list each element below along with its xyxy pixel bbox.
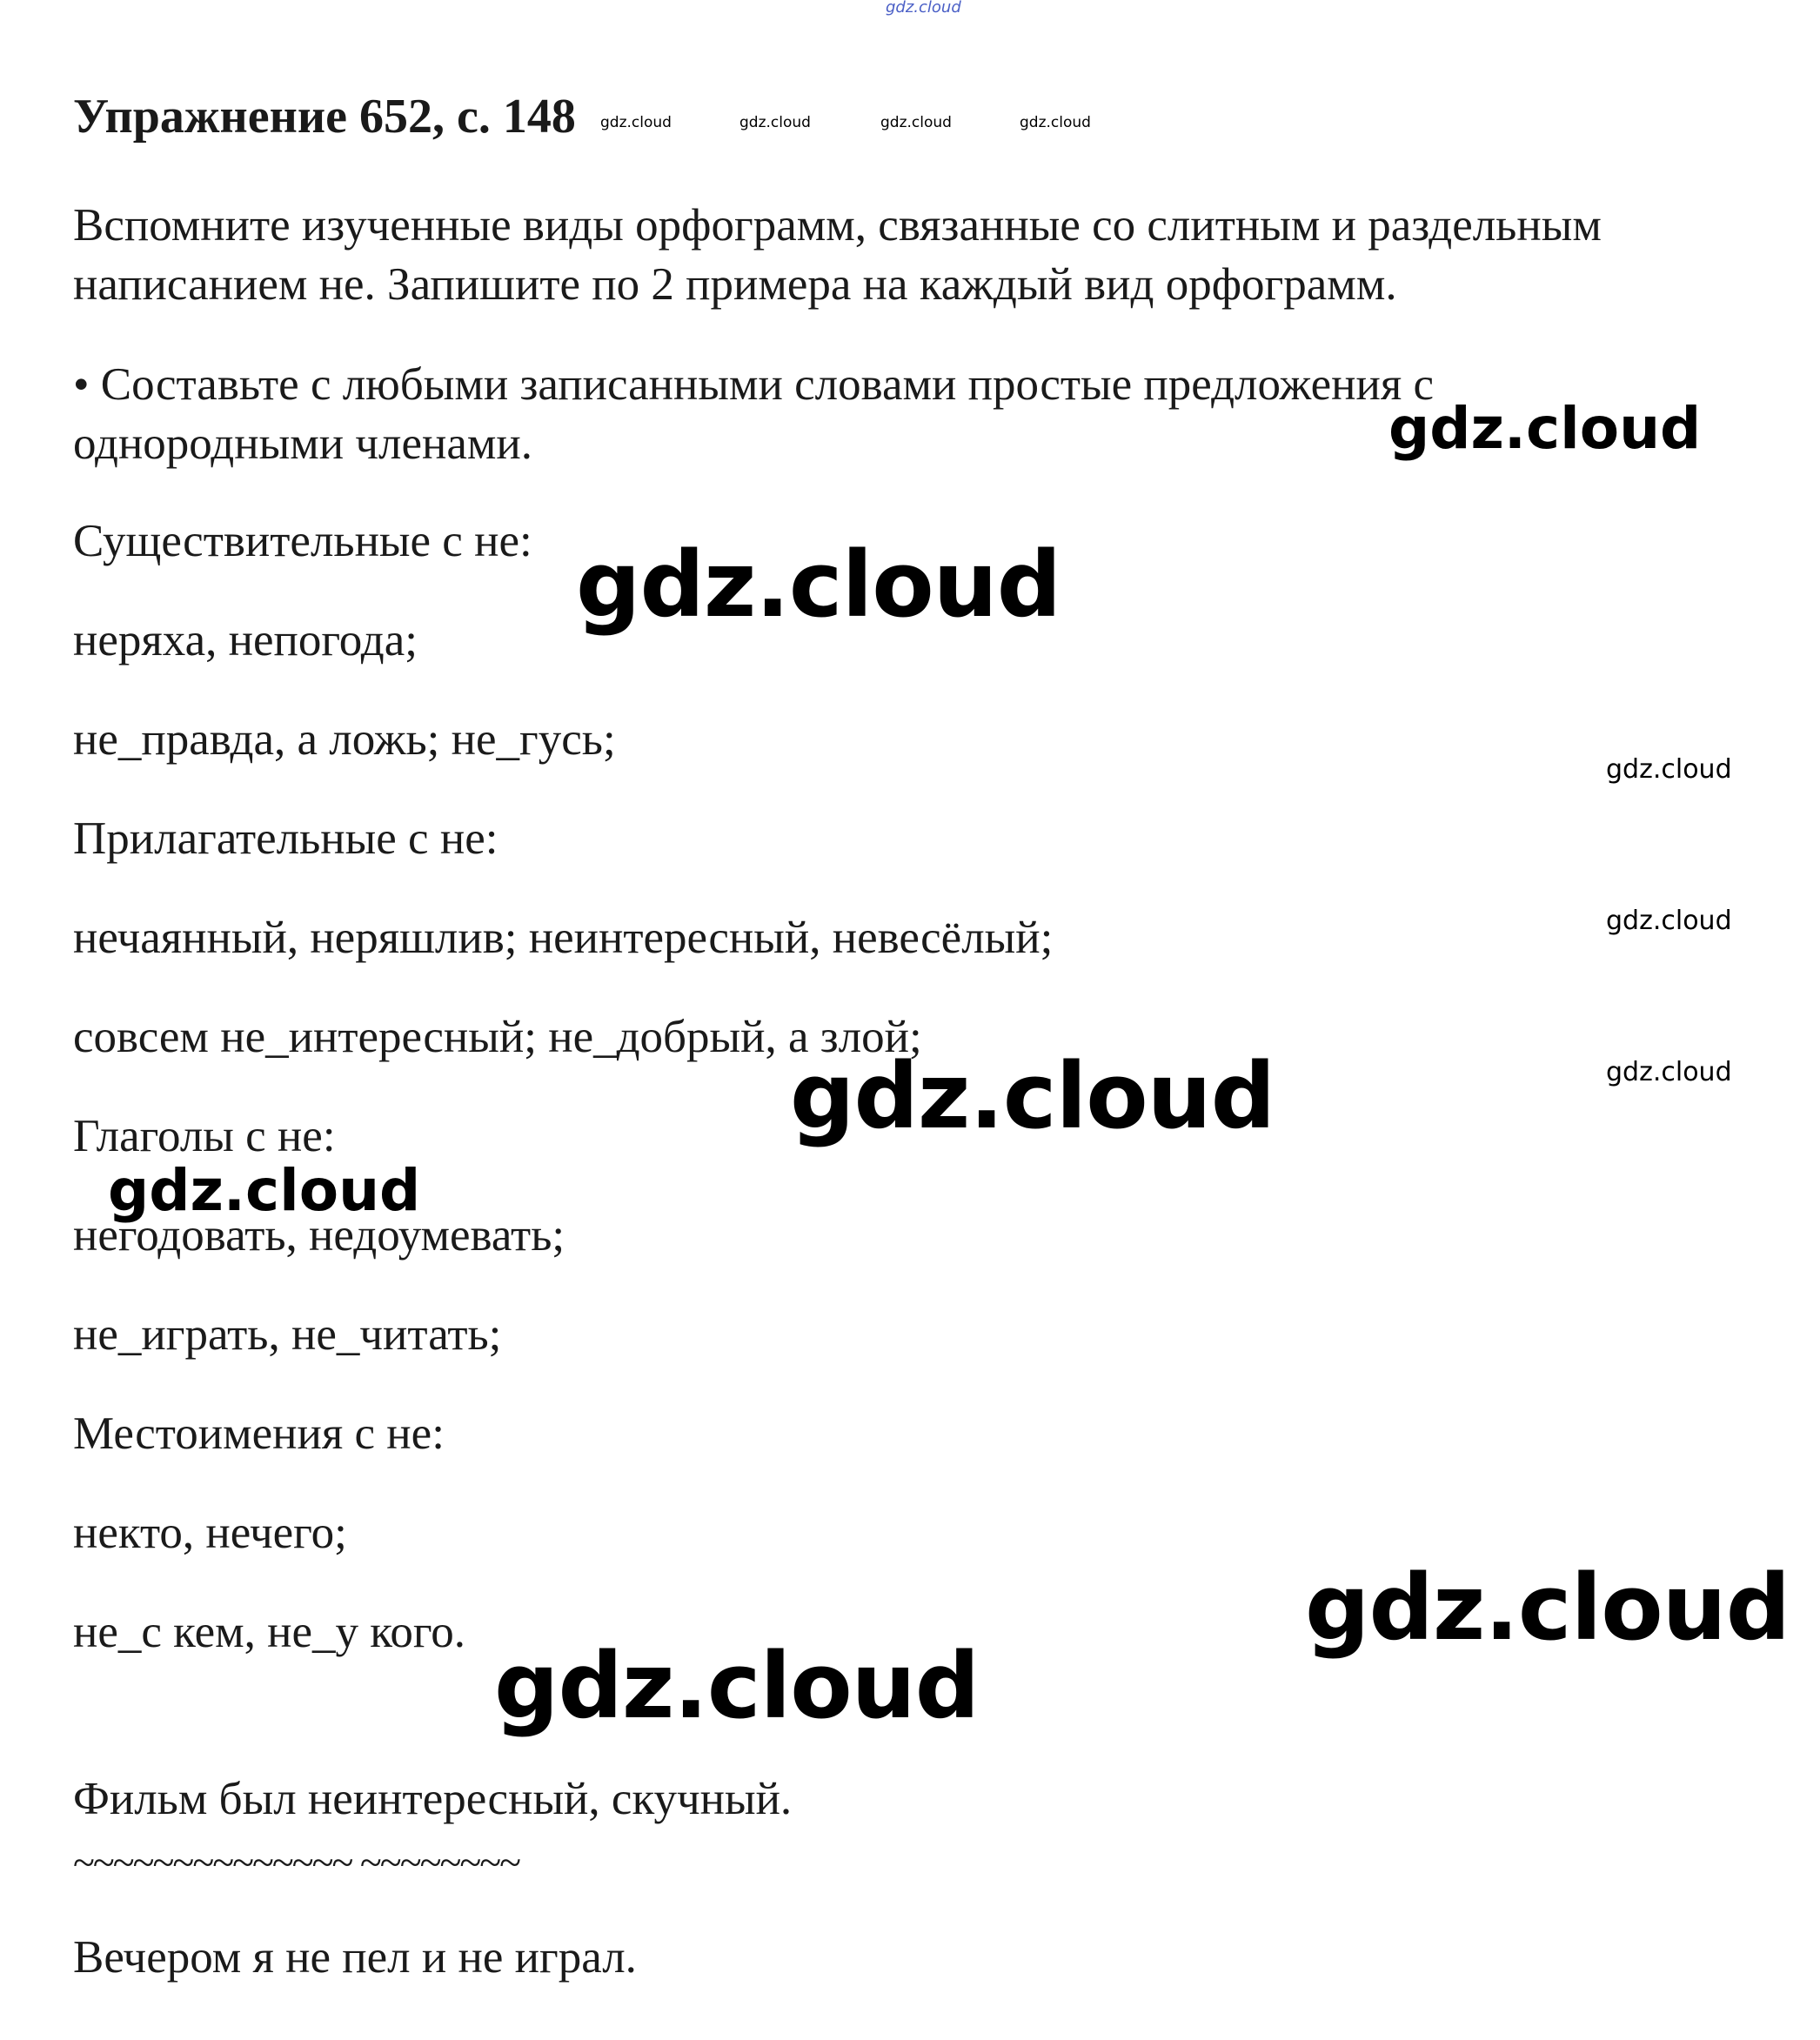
watermark: gdz.cloud (576, 532, 1061, 638)
watermark: gdz.cloud (1606, 1057, 1732, 1087)
task-line-2: написанием не. Запишите по 2 примера на каждый вид орфограмм. (73, 259, 1397, 310)
watermark: gdz.cloud (108, 1157, 421, 1224)
answer-line: не_правда, а ложь; не_гусь; (73, 714, 616, 765)
answer-line: не_с кем, не_у кого. (73, 1607, 466, 1657)
answer-line: неряха, непогода; (73, 615, 418, 666)
watermark: gdz.cloud (880, 114, 952, 131)
watermark: gdz.cloud (600, 114, 672, 131)
watermark: gdz.cloud (1606, 754, 1732, 785)
heading-pronouns: Местоимения с не: (73, 1408, 445, 1459)
watermark: gdz.cloud (1305, 1555, 1790, 1661)
watermark: gdz.cloud (1020, 114, 1091, 131)
watermark: gdz.cloud (1388, 395, 1702, 462)
answer-line: совсем не_интересный; не_добрый, а злой; (73, 1012, 922, 1062)
watermark: gdz.cloud (790, 1043, 1275, 1149)
task-bullet-line-1: • Составьте с любыми записанными словами простые предложения с (73, 359, 1434, 410)
heading-adjectives: Прилагательные с не: (73, 813, 498, 864)
task-bullet-line-2: однородными членами. (73, 418, 533, 469)
watermark: gdz.cloud (494, 1633, 980, 1739)
watermark: gdz.cloud (739, 114, 811, 131)
sentence-1: Фильм был неинтересный, скучный. (73, 1774, 793, 1824)
answer-line: нечаянный, неряшлив; неинтересный, невесёлый; (73, 913, 1054, 963)
task-line-1: Вспомните изученные виды орфограмм, связанные со слитным и раздельным (73, 200, 1602, 251)
homogeneous-members-underline: ~~~~~~~~~~~~~~ ~~~~~~~~ (73, 1840, 520, 1884)
watermark: gdz.cloud (1606, 906, 1732, 936)
watermark-top: gdz.cloud (886, 0, 961, 17)
sentence-2: Вечером я не пел и не играл. (73, 1932, 637, 1983)
heading-verbs: Глаголы с не: (73, 1111, 336, 1161)
heading-nouns: Существительные с не: (73, 516, 532, 566)
answer-line: не_играть, не_читать; (73, 1309, 502, 1360)
answer-line: негодовать, недоумевать; (73, 1210, 565, 1261)
answer-line: некто, нечего; (73, 1508, 347, 1558)
exercise-title: Упражнение 652, с. 148 (73, 90, 576, 144)
